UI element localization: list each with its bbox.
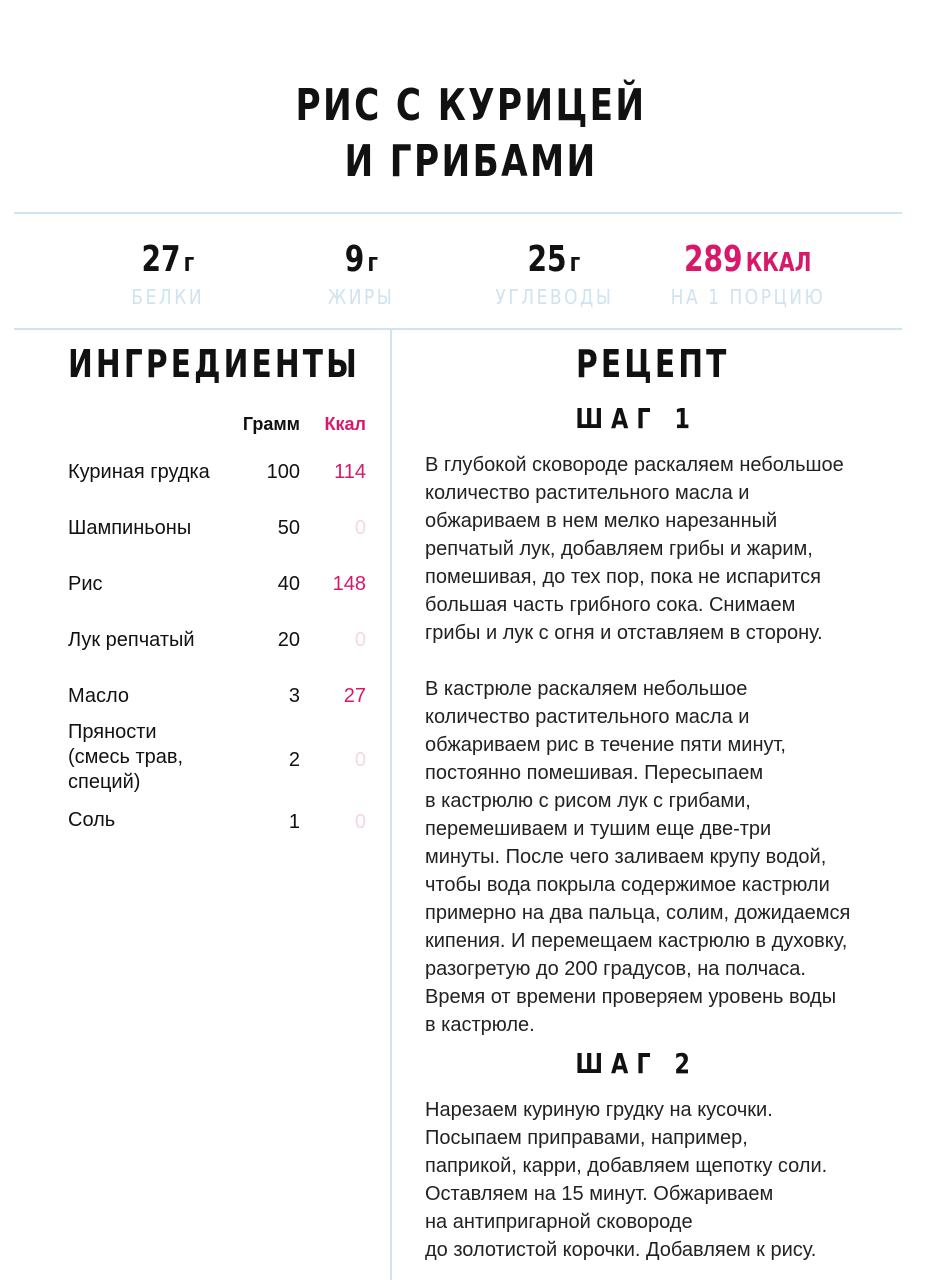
text-line: репчатый лук, добавляем грибы и жарим,: [425, 538, 813, 560]
text-line: разогретую до 200 градусов, на полчаса.: [425, 958, 806, 980]
macro-protein: [68, 238, 268, 309]
text-line: В глубокой сковороде раскаляем небольшое: [425, 454, 844, 476]
ingredient-name: Лук репчатый: [68, 629, 195, 651]
ingredient-gram: 40: [277, 573, 300, 595]
ingredient-row: [68, 720, 366, 798]
macro-fat-label: ЖИРЫ: [327, 285, 395, 309]
ingredient-kcal: 0: [354, 749, 366, 771]
text-line: паприкой, карри, добавляем щепотку соли.: [425, 1155, 828, 1177]
ingredient-gram: 50: [277, 517, 300, 539]
ingredient-kcal: 0: [354, 629, 366, 651]
divider-top: [14, 212, 902, 214]
ingredient-row: [68, 460, 366, 488]
macro-calories-label: НА 1 ПОРЦИЮ: [670, 285, 826, 309]
text-line: минуты. После чего заливаем крупу водой,: [425, 846, 827, 868]
text-line: В кастрюле раскаляем небольшое: [425, 678, 748, 700]
ingredient-name: Соль: [68, 809, 116, 831]
text-line: постоянно помешивая. Пересыпаем: [425, 762, 764, 784]
ingredients-heading: ИНГРЕДИЕНТЫ: [68, 342, 360, 386]
column-divider: [390, 330, 392, 1280]
step-2-paragraph-1: [425, 1096, 895, 1264]
text-line: в кастрюлю с рисом лук с грибами,: [425, 790, 751, 812]
text-line: Оставляем на 15 минут. Обжариваем: [425, 1183, 774, 1205]
step-2-heading: ШАГ 2: [575, 1047, 699, 1080]
divider-macros: [14, 328, 902, 330]
macro-carbs-label: УГЛЕВОДЫ: [495, 285, 613, 309]
ingredient-row: [68, 516, 366, 544]
macro-fat-value: 9: [344, 239, 364, 280]
ingredient-gram: 2: [288, 749, 300, 771]
text-line: перемешиваем и тушим еще две-три: [425, 818, 772, 840]
macro-fat: [261, 238, 461, 309]
text-line: количество растительного масла и: [425, 706, 750, 728]
macro-protein-unit: г: [183, 248, 195, 278]
text-line: обжариваем рис в течение пяти минут,: [425, 734, 786, 756]
recipe-title-line-2: И ГРИБАМИ: [344, 136, 598, 187]
ingredient-name: Рис: [68, 573, 103, 595]
ingredient-gram: 100: [266, 461, 300, 483]
ingredient-row: [68, 628, 366, 656]
recipe-title: [0, 78, 942, 190]
text-line: помешивая, до тех пор, пока не испарится: [425, 566, 821, 588]
text-line: обжариваем в нем мелко нарезанный: [425, 510, 778, 532]
macro-calories: [648, 238, 848, 309]
text-line: примерно на два пальца, солим, дожидаемся: [425, 902, 851, 924]
macro-protein-value: 27: [141, 239, 181, 280]
ingredient-kcal: 27: [343, 685, 366, 707]
text-line: кипения. И перемещаем кастрюлю в духовку,: [425, 930, 848, 952]
ingredient-kcal: 0: [354, 517, 366, 539]
text-line: чтобы вода покрыла содержимое кастрюли: [425, 874, 830, 896]
macro-protein-label: БЕЛКИ: [131, 285, 205, 309]
text-line: Нарезаем куриную грудку на кусочки.: [425, 1099, 773, 1121]
ingredient-row: [68, 808, 366, 836]
column-header-gram: Грамм: [242, 414, 300, 434]
ingredient-kcal: 148: [332, 573, 366, 595]
step-1-paragraph-2: [425, 675, 895, 1039]
step-1-paragraph-1: [425, 451, 895, 647]
ingredient-gram: 20: [277, 629, 300, 651]
macro-calories-unit: ККАЛ: [746, 248, 812, 278]
text-line: большая часть грибного сока. Снимаем: [425, 594, 796, 616]
ingredient-gram: 3: [288, 685, 300, 707]
ingredient-name: Пряности (смесь трав, специй): [68, 721, 184, 793]
ingredient-row: [68, 684, 366, 712]
macro-carbs-value: 25: [527, 239, 567, 280]
text-line: количество растительного масла и: [425, 482, 750, 504]
text-line: Время от времени проверяем уровень воды: [425, 986, 837, 1008]
ingredient-kcal: 0: [354, 811, 366, 833]
recipe-title-line-1: РИС С КУРИЦЕЙ: [295, 80, 647, 131]
macro-carbs-unit: г: [569, 248, 581, 278]
text-line: Посыпаем приправами, например,: [425, 1127, 748, 1149]
text-line: до золотистой корочки. Добавляем к рису.: [425, 1239, 817, 1261]
ingredient-kcal: 114: [334, 461, 366, 483]
macro-calories-value: 289: [684, 239, 743, 280]
ingredient-name: Масло: [68, 685, 130, 707]
text-line: в кастрюле.: [425, 1014, 535, 1036]
ingredient-name: Куриная грудка: [68, 461, 210, 483]
ingredient-row: [68, 572, 366, 600]
text-line: грибы и лук с огня и отставляем в сторону.: [425, 622, 823, 644]
macro-fat-unit: г: [367, 248, 378, 278]
column-header-kcal: Ккал: [324, 414, 366, 434]
text-line: на антипригарной сковороде: [425, 1211, 693, 1233]
step-1-heading: ШАГ 1: [575, 402, 699, 435]
ingredient-name: Шампиньоны: [68, 517, 192, 539]
ingredient-gram: 1: [288, 811, 300, 833]
macro-carbs: [454, 238, 654, 309]
recipe-heading: РЕЦЕПТ: [576, 342, 730, 386]
